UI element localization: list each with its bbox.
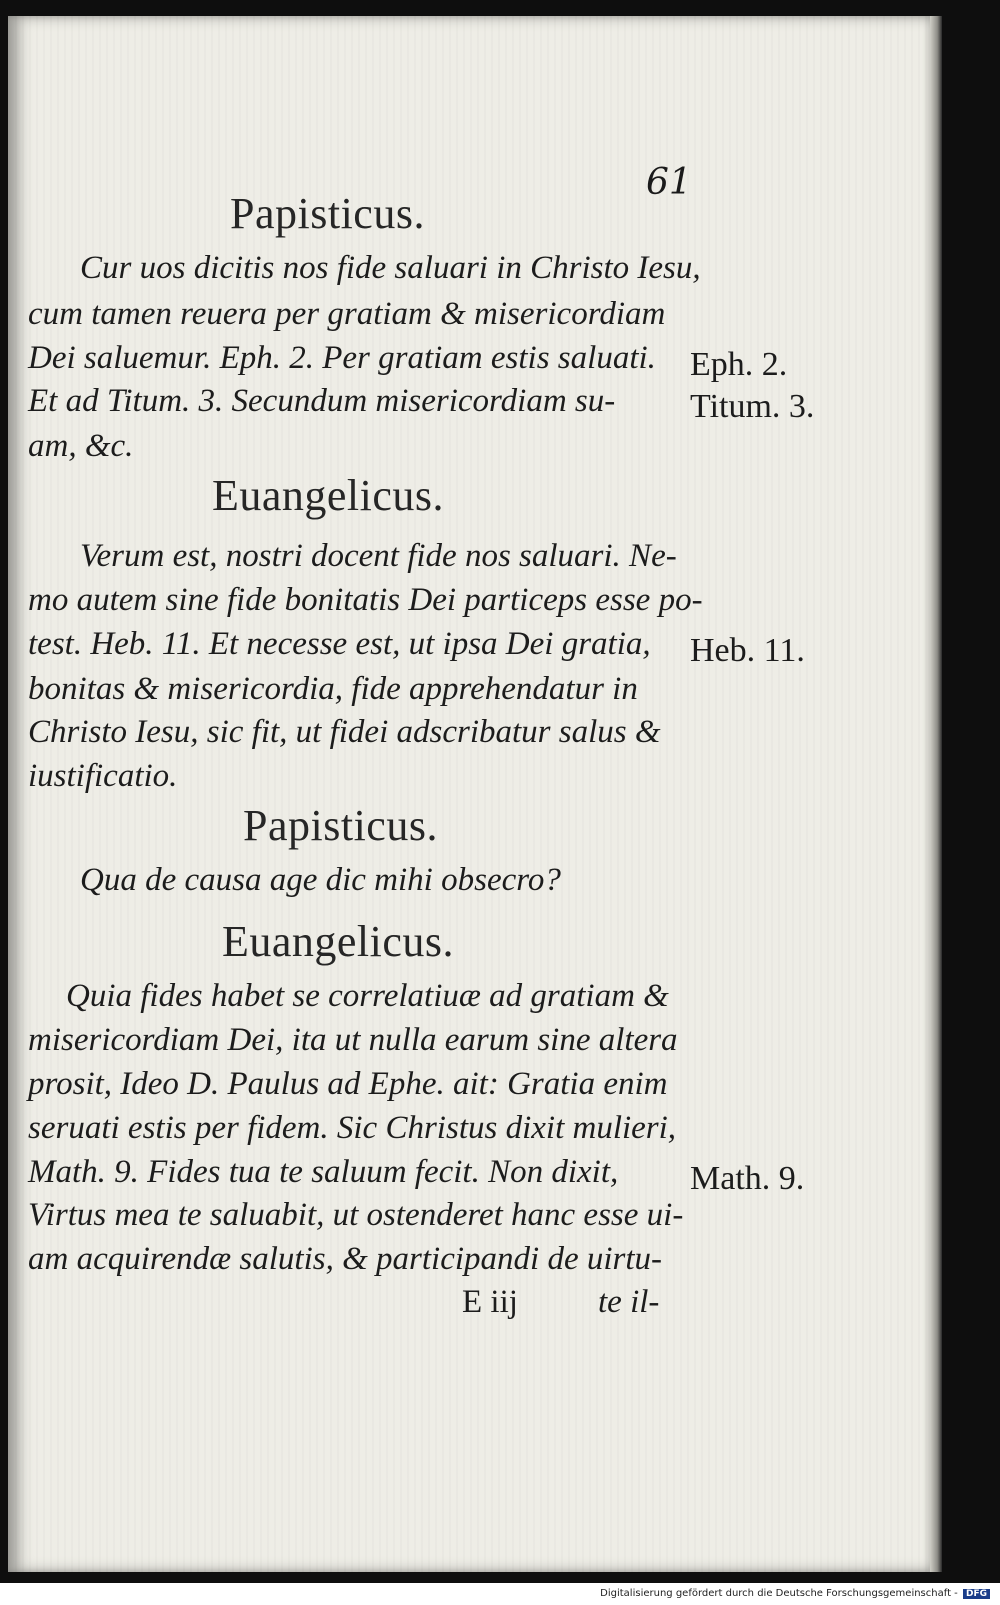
text-line: Quia fides habet se correlatiuæ ad gratiam & xyxy=(66,978,669,1014)
text-line: mo autem sine fide bonitatis Dei particeps esse po- xyxy=(28,582,703,618)
text-line: bonitas & misericordia, fide apprehendatur in xyxy=(28,671,638,707)
text-line: iustificatio. xyxy=(28,758,178,794)
catchword: te il- xyxy=(598,1284,660,1320)
text-line: cum tamen reuera per gratiam & misericordiam xyxy=(28,296,666,332)
speaker-heading: Euangelicus. xyxy=(212,471,445,520)
text-line: Et ad Titum. 3. Secundum misericordiam su- xyxy=(28,383,616,419)
digitization-credit xyxy=(600,1588,990,1599)
marginal-note: Titum. 3. xyxy=(690,388,815,425)
text-line: Virtus mea te saluabit, ut ostenderet hanc esse ui- xyxy=(28,1197,684,1233)
text-line: Verum est, nostri docent fide nos saluari. Ne- xyxy=(80,538,677,574)
text-line: Christo Iesu, sic fit, ut fidei adscribatur salus & xyxy=(28,714,661,750)
text-line: misericordiam Dei, ita ut nulla earum sine altera xyxy=(28,1022,678,1058)
page-edge xyxy=(930,16,942,1572)
page-number: 61 xyxy=(646,162,692,203)
text-line: seruati estis per fidem. Sic Christus dixit mulieri, xyxy=(28,1110,677,1146)
signature-mark: E iij xyxy=(462,1284,518,1320)
text-line: Cur uos dicitis nos fide saluari in Christo Iesu, xyxy=(80,250,701,286)
marginal-note: Heb. 11. xyxy=(690,632,805,669)
text-line: Math. 9. Fides tua te saluum fecit. Non dixit, xyxy=(28,1154,619,1190)
text-line: Qua de causa age dic mihi obsecro? xyxy=(80,862,561,898)
credit-text: Digitalisierung gefördert durch die Deutsche Forschungsgemeinschaft - xyxy=(600,1588,958,1599)
text-line: Dei saluemur. Eph. 2. Per gratiam estis saluati. xyxy=(28,340,656,376)
speaker-heading: Euangelicus. xyxy=(222,917,455,966)
marginal-note: Eph. 2. xyxy=(690,346,788,383)
text-line: test. Heb. 11. Et necesse est, ut ipsa Dei gratia, xyxy=(28,626,651,662)
marginal-note: Math. 9. xyxy=(690,1160,805,1197)
text-line: am, &c. xyxy=(28,428,134,464)
text-line: am acquirendæ salutis, & participandi de uirtu- xyxy=(28,1241,663,1277)
speaker-heading: Papisticus. xyxy=(230,189,425,238)
speaker-heading: Papisticus. xyxy=(243,801,438,850)
text-line: prosit, Ideo D. Paulus ad Ephe. ait: Gratia enim xyxy=(28,1066,668,1102)
dfg-logo: DFG xyxy=(963,1589,990,1599)
